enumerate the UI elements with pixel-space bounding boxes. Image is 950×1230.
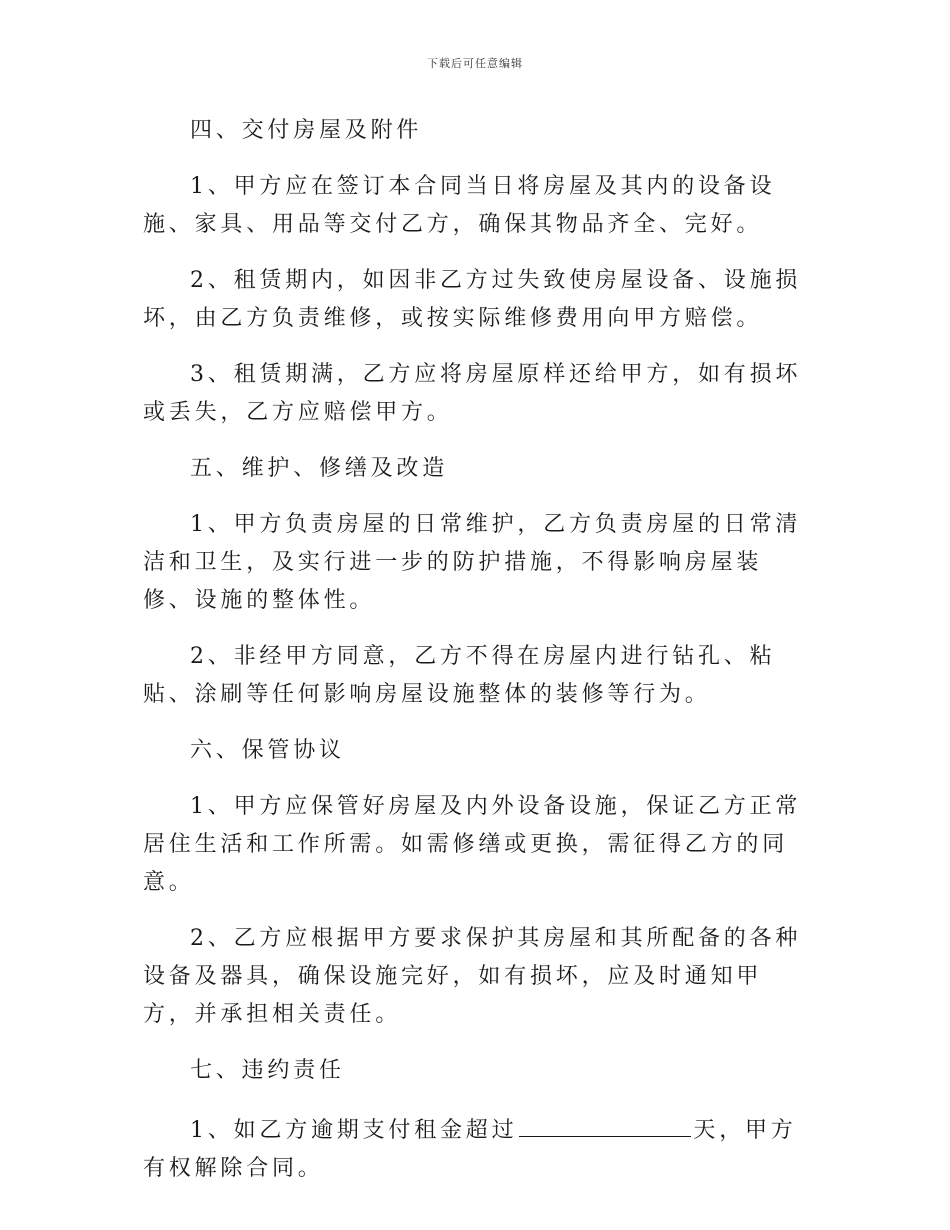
clause-delivery-2: 2、租赁期内，如因非乙方过失致使房屋设备、设施损坏，由乙方负责维修，或按实际维修费用向甲方赔偿。: [143, 268, 802, 331]
clause-liability-1-after: 天，甲方有权解除合同。: [143, 1118, 797, 1181]
clause-liability-1-before: 1、如乙方逾期支付租金超过: [190, 1118, 518, 1143]
clause-maintenance-1: 1、甲方负责房屋的日常维护，乙方负责房屋的日常清洁和卫生，及实行进一步的防护措施，不得影响房屋装修、设施的整体性。: [143, 512, 802, 613]
clause-delivery-1: 1、甲方应在签订本合同当日将房屋及其内的设备设施、家具、用品等交付乙方，确保其物品齐全、完好。: [143, 174, 776, 237]
section-heading-delivery: 四、交付房屋及附件: [190, 118, 423, 143]
page-header: 下载后可任意编辑: [427, 57, 523, 70]
clause-liability-1: [143, 1108, 811, 1188]
clause-custody-1: 1、甲方应保管好房屋及内外设备设施，保证乙方正常居住生活和工作所需。如需修缮或更换，需征得乙方的同意。: [143, 794, 802, 895]
section-heading-maintenance: 五、维护、修缮及改造: [190, 456, 449, 481]
fill-in-blank-days: [519, 1108, 691, 1137]
clause-delivery-3: 3、租赁期满，乙方应将房屋原样还给甲方，如有损坏或丢失，乙方应赔偿甲方。: [143, 362, 802, 425]
section-heading-liability: 七、违约责任: [190, 1058, 345, 1083]
section-heading-custody: 六、保管协议: [190, 738, 345, 763]
clause-custody-2: 2、乙方应根据甲方要求保护其房屋和其所配备的各种设备及器具，确保设施完好，如有损坏，应及时通知甲方，并承担相关责任。: [143, 926, 802, 1027]
clause-maintenance-2: 2、非经甲方同意，乙方不得在房屋内进行钻孔、粘贴、涂刷等任何影响房屋设施整体的装修等行为。: [143, 644, 776, 707]
document-body: [143, 112, 811, 1206]
